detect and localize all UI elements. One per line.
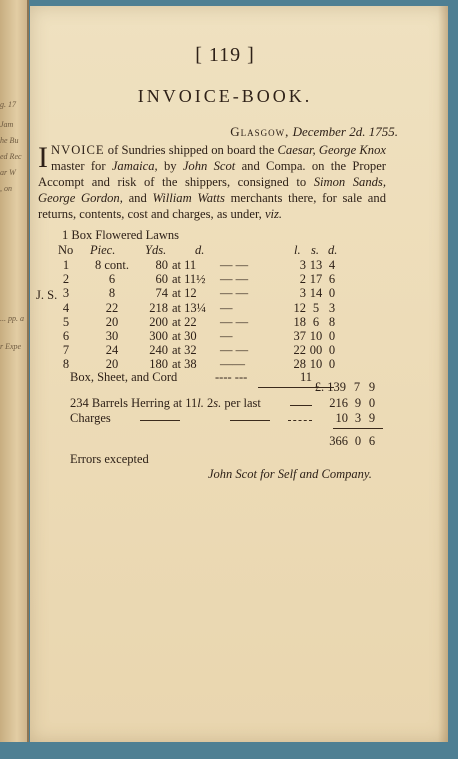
- row-number: 8: [62, 357, 70, 372]
- intro-viz: viz.: [264, 207, 283, 221]
- row-number: 4: [62, 300, 70, 315]
- row-pounds: 3: [299, 286, 306, 301]
- destination: Jamaica,: [111, 159, 158, 173]
- page-number: [ 119 ]: [195, 44, 255, 66]
- row-yards: 180: [149, 357, 168, 372]
- row-price: at 12: [172, 286, 197, 301]
- row-shillings: 6: [312, 314, 320, 329]
- row-pounds: 2: [299, 272, 306, 287]
- row-yards: 200: [149, 314, 168, 329]
- dash-leader: — —: [220, 314, 249, 329]
- row-price: at 30: [172, 329, 197, 343]
- dash-leader: —: [220, 300, 233, 315]
- dash-leader: — —: [220, 343, 249, 358]
- row-pieces: 22: [105, 300, 119, 315]
- row-number: 5: [62, 314, 70, 329]
- margin-fragment: g. 17: [0, 100, 16, 109]
- intro-text: merchants there, for sale and returns, contents, cost and charges, as under,: [38, 191, 386, 221]
- row-pence: 6: [328, 272, 336, 287]
- herring-unit: s.: [213, 396, 222, 410]
- herring-label: 234 Barrels Herring at 11: [70, 396, 198, 410]
- invoice-intro: [38, 142, 386, 222]
- col-header-d2: d.: [328, 243, 338, 257]
- herring-pence: 0: [368, 396, 376, 410]
- page-title: INVOICE-BOOK.: [137, 86, 313, 106]
- dash-leader: — —: [220, 286, 249, 301]
- dash-leader: — —: [220, 272, 249, 287]
- row-yards: 60: [155, 272, 168, 287]
- dash-leader: [140, 420, 180, 422]
- errors-excepted: Errors excepted: [70, 452, 149, 466]
- row-price: at 13¼: [172, 300, 207, 315]
- dash-leader: [290, 405, 312, 407]
- herring-rate: 2: [203, 396, 214, 410]
- row-number: 3: [62, 286, 70, 301]
- margin-fragment: ... pp. a: [0, 314, 24, 323]
- row-shillings: 17: [309, 272, 323, 287]
- margin-fragment: , on: [0, 184, 12, 193]
- row-price: at 32: [172, 343, 197, 358]
- dateline-date: December 2d. 1755.: [292, 124, 398, 139]
- intro-lead: NVOICE: [51, 143, 105, 157]
- subtotal-pence: 9: [368, 380, 376, 394]
- row-yards: 74: [155, 286, 168, 301]
- dash-leader: ——: [220, 357, 245, 372]
- total-pence: 6: [368, 434, 376, 448]
- intro-text: of Sundries shipped on board the: [104, 143, 278, 157]
- row-shillings: 14: [309, 286, 323, 301]
- row-shillings: 00: [309, 343, 323, 358]
- adjacent-page-edge: [0, 0, 29, 742]
- col-header-yds: Yds.: [145, 243, 167, 257]
- row-pence: 4: [328, 258, 336, 272]
- row-pieces: 24: [105, 343, 119, 358]
- herring-shillings: 9: [354, 396, 362, 410]
- row-pounds: 28: [293, 357, 306, 372]
- row-pence: 0: [328, 343, 336, 358]
- row-yards: 300: [149, 329, 168, 343]
- row-shillings: 5: [312, 300, 320, 315]
- page-edge-shadow: [438, 6, 448, 742]
- margin-fragment: Jam: [0, 120, 14, 129]
- row-pieces: 20: [105, 314, 119, 329]
- row-pence: 0: [328, 329, 336, 343]
- row-pounds: 37: [293, 329, 306, 343]
- row-price: at 38: [172, 357, 197, 372]
- row-price: at 11: [172, 258, 197, 272]
- spine: [27, 0, 29, 742]
- box-sheet-shillings: 11: [299, 370, 313, 384]
- row-pieces: 30: [105, 329, 119, 343]
- consignees: Simon Sands, George Gordon,: [38, 175, 386, 205]
- dash-leader: [288, 420, 312, 422]
- intro-text: by: [157, 159, 183, 173]
- intro-text: master for: [51, 159, 112, 173]
- row-pieces: 8: [108, 286, 116, 301]
- row-pieces: 8 cont.: [94, 258, 130, 272]
- herring-unit: l.: [197, 396, 204, 410]
- row-pounds: 18: [293, 314, 306, 329]
- row-pence: 3: [328, 300, 336, 315]
- dash-leader: [230, 420, 270, 422]
- row-shillings: 10: [309, 329, 323, 343]
- charges-label: Charges: [70, 411, 111, 425]
- book-page: [30, 6, 448, 742]
- row-number: 7: [62, 343, 70, 358]
- intro-text: and: [122, 191, 153, 205]
- consignees: William Watts: [152, 191, 225, 205]
- row-number: 1: [62, 258, 70, 272]
- col-header-no: No: [58, 243, 74, 257]
- box-title: 1 Box Flowered Lawns: [62, 228, 179, 242]
- charges-pence: 9: [368, 411, 376, 425]
- row-pounds: 3: [299, 258, 306, 272]
- dash-leader: ---- ---: [215, 370, 248, 384]
- row-yards: 240: [149, 343, 168, 358]
- col-header-piec: Piec.: [90, 243, 116, 257]
- row-pence: 0: [328, 357, 336, 372]
- dash-leader: — —: [220, 258, 249, 272]
- drop-cap: I: [38, 141, 48, 174]
- box-sheet-label: Box, Sheet, and Cord: [70, 370, 178, 384]
- herring-line: [70, 396, 261, 411]
- signature: John Scot for Self and Company.: [208, 467, 372, 481]
- total-pounds: 366: [329, 434, 348, 448]
- row-number: 6: [62, 329, 70, 343]
- subtotal-shillings: 7: [353, 380, 361, 394]
- col-header-d: d.: [195, 243, 205, 257]
- row-number: 2: [62, 272, 70, 287]
- row-shillings: 13: [309, 258, 323, 272]
- col-header-l: l.: [294, 243, 301, 257]
- row-shillings: 10: [309, 357, 323, 372]
- dash-leader: —: [220, 329, 233, 343]
- herring-pounds: 216: [329, 396, 348, 410]
- dateline: [230, 124, 398, 140]
- row-pence: 0: [328, 286, 336, 301]
- row-yards: 218: [149, 300, 168, 315]
- margin-fragment: he Bu: [0, 136, 19, 145]
- ship-name: Caesar, George Knox: [277, 143, 386, 157]
- charges-pounds: 10: [335, 411, 348, 425]
- goods-mark: J. S.: [36, 288, 58, 302]
- row-pieces: 6: [108, 272, 116, 287]
- row-price: at 22: [172, 314, 197, 329]
- margin-fragment: ar W: [0, 168, 16, 177]
- total-shillings: 0: [354, 434, 362, 448]
- charges-shillings: 3: [354, 411, 362, 425]
- margin-fragment: r Expe: [0, 342, 22, 351]
- herring-tail: per last: [221, 396, 261, 410]
- total-rule: [333, 428, 383, 429]
- row-yards: 80: [155, 258, 168, 272]
- row-pieces: 20: [105, 357, 119, 372]
- row-pounds: 22: [293, 343, 306, 358]
- subtotal-pounds: £. 139: [314, 380, 346, 394]
- row-pence: 8: [328, 314, 336, 329]
- col-header-s: s.: [311, 243, 319, 257]
- row-price: at 11½: [172, 272, 206, 287]
- shipper-name: John Scot: [182, 159, 236, 173]
- row-pounds: 12: [293, 300, 306, 315]
- margin-fragment: ed Rec: [0, 152, 22, 161]
- dateline-city: Glasgow,: [230, 124, 290, 139]
- intro-text: and Compa. on the Proper Accompt and risk of the shippers, consigned to: [38, 159, 386, 189]
